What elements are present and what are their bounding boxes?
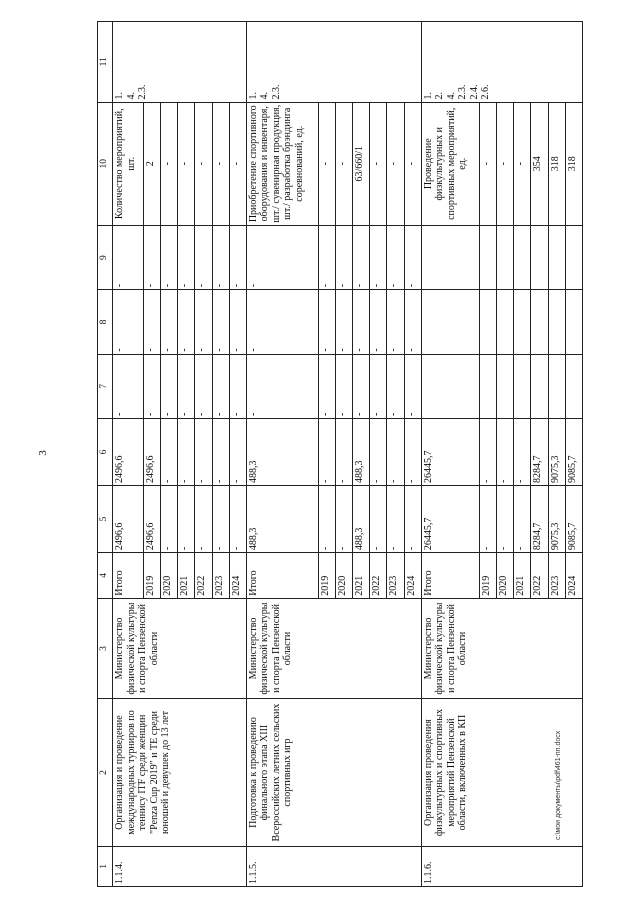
activity-number: 1.1.4. [113,846,247,886]
year-cell: - [404,419,421,486]
executor: Министерство физической культуры и спорта Пензенской области [113,598,247,699]
year-cell: - [335,225,352,289]
year-cell: - [514,486,531,553]
year-cell: - [229,102,246,225]
year-cell [565,290,582,354]
year-cell: - [370,486,387,553]
year-cell: 2020 [161,553,178,599]
year-cell: 8284,7 [531,486,548,553]
year-cell [479,225,496,289]
year-cell: - [229,354,246,418]
activity-number: 1.1.6. [421,846,582,886]
year-cell: - [229,486,246,553]
year-cell: - [479,102,496,225]
year-cell: - [335,354,352,418]
year-cell: 2024 [404,553,421,599]
activity-name: Подготовка к проведению финального этапа XIII Всероссийских летних сельских спортивных игр [246,699,421,847]
total-cell: - [113,354,144,418]
year-cell: 8284,7 [531,419,548,486]
col-header: 10 [98,102,113,225]
year-cell: 2020 [497,553,514,599]
col-header: 5 [98,486,113,553]
year-cell: - [387,225,404,289]
total-cell [421,354,479,418]
year-cell: - [335,486,352,553]
year-cell: 2023 [387,553,404,599]
activity-name: Организация и проведение международных турниров по теннису ITF среди женщин "Penza Cup 2019" и TE среди юношей и девушек до 13 лет [113,699,247,847]
total-cell [421,225,479,289]
links-cell: 1. 2. 4. 2.3. 2.4. 2.6. [421,22,582,103]
year-cell: - [318,354,335,418]
year-cell: - [161,290,178,354]
year-cell: - [195,419,212,486]
indicator: Проведение физкультурных и спортивных мероприятий, ед. [421,102,479,225]
year-cell: 318 [548,102,565,225]
year-cell: 488,3 [353,486,370,553]
year-cell: - [318,486,335,553]
year-cell: - [387,354,404,418]
col-header: 1 [98,846,113,886]
year-cell: 354 [531,102,548,225]
year-cell: - [178,225,195,289]
table-row [246,22,318,887]
year-cell: 2 [143,102,160,225]
year-cell [565,225,582,289]
year-cell: - [318,290,335,354]
year-cell: - [387,486,404,553]
total-cell: - [113,290,144,354]
col-header: 8 [98,290,113,354]
links-cell: 1. 4. 2.3. [246,22,421,103]
year-cell [514,225,531,289]
year-cell [548,225,565,289]
year-cell: - [353,225,370,289]
year-cell: - [404,290,421,354]
year-cell: 2019 [479,553,496,599]
file-path-footer: c:\мои документы\pdf\461-пп.docx [555,730,562,840]
year-cell: - [212,354,229,418]
year-cell: - [370,354,387,418]
rotated-table-container [97,21,583,887]
year-cell [514,290,531,354]
total-cell: 2496,6 [113,419,144,486]
table-row [421,22,479,887]
year-cell: - [404,486,421,553]
year-cell: - [479,486,496,553]
year-cell: - [195,486,212,553]
year-cell: - [212,290,229,354]
year-cell: - [212,419,229,486]
year-cell: 2496,6 [143,419,160,486]
program-activities-table [97,21,583,887]
year-cell: - [497,102,514,225]
year-cell: - [497,419,514,486]
year-cell: 2023 [212,553,229,599]
table-row [113,22,144,887]
year-cell: - [195,290,212,354]
year-cell: - [370,102,387,225]
year-cell: - [229,419,246,486]
year-cell: - [195,354,212,418]
total-cell: - [113,225,144,289]
year-cell: - [318,419,335,486]
year-cell: 488,3 [353,419,370,486]
year-cell: 2022 [195,553,212,599]
year-cell: 9075,3 [548,486,565,553]
total-cell: Итого [246,553,318,599]
year-cell: - [335,290,352,354]
year-cell: - [178,354,195,418]
total-cell: - [246,354,318,418]
year-cell: 2024 [229,553,246,599]
activity-name: Организация проведения физкультурных и спортивных мероприятий Пензенской области, включенных в КП [421,699,582,847]
total-cell: Итого [421,553,479,599]
year-cell: 2020 [335,553,352,599]
executor: Министерство физической культуры и спорта Пензенской области [421,598,582,699]
indicator: Количество мероприятий, шт. [113,102,144,225]
year-cell: - [353,354,370,418]
year-cell: 9085,7 [565,419,582,486]
col-header: 9 [98,225,113,289]
year-cell: - [229,290,246,354]
year-cell: 2019 [318,553,335,599]
year-cell: - [161,486,178,553]
year-cell [531,225,548,289]
year-cell [548,354,565,418]
year-cell: 2024 [565,553,582,599]
year-cell: 2496,6 [143,486,160,553]
year-cell: - [178,486,195,553]
year-cell [531,354,548,418]
col-header: 3 [98,598,113,699]
year-cell [497,290,514,354]
year-cell [548,290,565,354]
total-cell [421,290,479,354]
year-cell: - [143,290,160,354]
year-cell [531,290,548,354]
activity-number: 1.1.5. [246,846,421,886]
total-cell: 26445,7 [421,486,479,553]
year-cell: - [404,354,421,418]
year-cell: - [161,419,178,486]
year-cell: - [404,225,421,289]
col-header: 11 [98,22,113,103]
year-cell [479,354,496,418]
year-cell: - [514,419,531,486]
column-number-header-row [98,22,113,887]
year-cell: - [178,102,195,225]
year-cell [565,354,582,418]
year-cell: - [479,419,496,486]
links-cell: 1. 4. 2.3. [113,22,247,103]
total-cell: 2496,6 [113,486,144,553]
year-cell: 2022 [370,553,387,599]
executor: Министерство физической культуры и спорта Пензенской области [246,598,421,699]
indicator: Приобретение спортивного оборудования и инвентаря, шт./ сувенирная продукция, шт./ разработка брэндинга соревнований, ед. [246,102,318,225]
year-cell: - [161,225,178,289]
year-cell: - [195,225,212,289]
year-cell: 9085,7 [565,486,582,553]
col-header: 4 [98,553,113,599]
col-header: 6 [98,419,113,486]
year-cell: 2023 [548,553,565,599]
total-cell: - [246,290,318,354]
year-cell [497,225,514,289]
year-cell: - [212,102,229,225]
year-cell: 63/660/1 [353,102,370,225]
year-cell: 2021 [514,553,531,599]
col-header: 2 [98,699,113,847]
year-cell: - [178,290,195,354]
year-cell: - [387,419,404,486]
total-cell: Итого [113,553,144,599]
year-cell: - [212,225,229,289]
year-cell: - [161,354,178,418]
year-cell: - [514,102,531,225]
year-cell: - [178,419,195,486]
table-body [113,22,583,887]
year-cell: 2021 [178,553,195,599]
year-cell: - [387,290,404,354]
year-cell: - [370,225,387,289]
col-header: 7 [98,354,113,418]
year-cell: - [387,102,404,225]
total-cell: 488,3 [246,486,318,553]
year-cell: 9075,3 [548,419,565,486]
year-cell: - [335,419,352,486]
year-cell: - [143,354,160,418]
year-cell: 2022 [531,553,548,599]
year-cell: - [195,102,212,225]
total-cell: 26445,7 [421,419,479,486]
year-cell: 318 [565,102,582,225]
year-cell: - [370,290,387,354]
year-cell: - [404,102,421,225]
year-cell: - [143,225,160,289]
page-number: 3 [36,450,49,456]
year-cell: - [335,102,352,225]
year-cell: - [353,290,370,354]
year-cell: 2019 [143,553,160,599]
total-cell: 488,3 [246,419,318,486]
year-cell [514,354,531,418]
total-cell: - [246,225,318,289]
year-cell [479,290,496,354]
year-cell [497,354,514,418]
year-cell: - [318,102,335,225]
year-cell: - [161,102,178,225]
year-cell: - [318,225,335,289]
year-cell: - [229,225,246,289]
year-cell: 2021 [353,553,370,599]
year-cell: - [212,486,229,553]
year-cell: - [497,486,514,553]
year-cell: - [370,419,387,486]
